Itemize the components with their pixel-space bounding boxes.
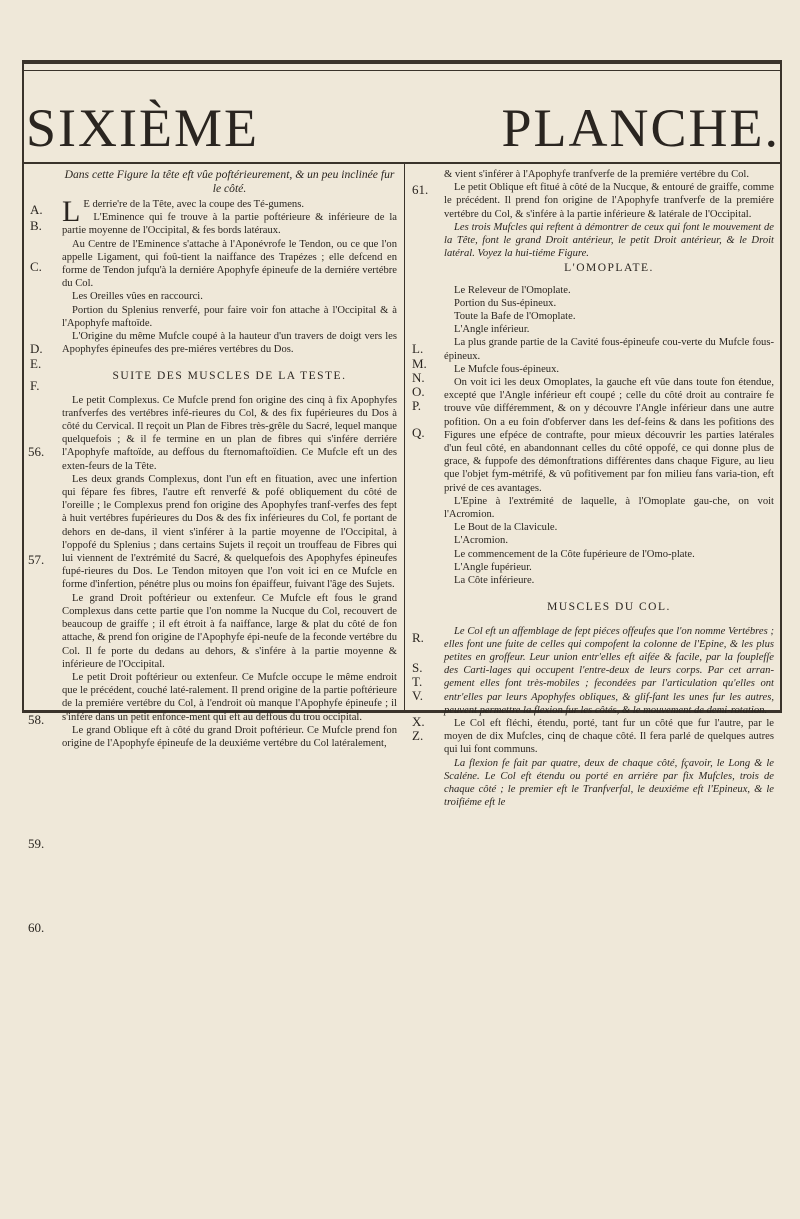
paragraph-n: Toute la Bafe de l'Omoplate. [454,311,576,323]
margin-mark: C. [30,259,42,274]
paragraph-col-3: La flexion fe fait par quatre, deux de chaque côté, fçavoir, le Long & le Scaléne. Le Col eft étendu ou porté en arriére par fix Mufcles, trois de chaque côté ; le premier eft le Tranfverfal, le deuxiéme eft l'Epineux, & le troifiéme eft le [444,757,774,809]
margin-mark: 58. [28,712,45,727]
intro-caption: Dans cette Figure la tête eft vûe poftérieurement, & un peu inclinée fur le côté. [64,168,395,195]
right-column [444,168,774,809]
margin-mark: B. [30,218,42,233]
margin-mark: 59. [28,836,45,851]
top-rule-thin [22,70,782,71]
drop-cap: L [62,195,81,228]
top-rule-thick [22,60,782,64]
paragraph-t: L'Acromion. [454,535,508,547]
paragraph-o: L'Angle inférieur. [454,324,530,336]
paragraph-m: Portion du Sus-épineux. [454,297,557,309]
column-divider [404,164,405,710]
paragraph-col-1: Le Col eft un affemblage de fept piéces offeufes que l'on nomme Vertébres ; elles font une fuite de celles qui compofent la colonne de l'Epine, & les plus petites en groffeur. Leur union entr'elles eft aifée & facile, par la fouplefſe des Carti-lages qui occupent l'entre-deux de leurs corps. Par cet arran-gement elles font très-mobiles ; fecondées par l'articulation qu'elles ont entr'elles par leurs Apophyfes obliques, & glif-fant les unes fur les autres, peuvent permettre la flexion fur les côtés, & le mouvement de demi-rotation. [444,625,774,716]
paragraph-b: L'Eminence qui fe trouve à la partie poftérieure & inférieure de la partie moyenne de l'Occipital, & fes bords latéraux. [62,212,397,237]
paragraph-col-2: Le Col eft fléchi, étendu, porté, tant fur un côté que fur l'autre, par le moyen de dix Mufcles, cinq de chaque côté. Il fera parlé de quelques autres qui lui font communs. [444,717,774,756]
margin-mark: S. [412,660,423,675]
margin-mark: M. [412,356,427,371]
paragraph-r: L'Epine à l'extrémité de laquelle, à l'Omoplate gau-che, on voit l'Acromion. [444,495,774,521]
paragraph-f: L'Origine du même Mufcle coupé à la hauteur d'un travers de doigt vers les Apophyfes épineufes des pre-miéres vertébres du Dos. [62,331,397,356]
margin-mark: N. [412,370,425,385]
section-heading: MUSCLES DU COL. [547,601,671,614]
margin-mark: R. [412,630,424,645]
margin-mark: T. [412,674,423,689]
margin-mark: 57. [28,552,45,567]
margin-mark: P. [412,398,422,413]
paragraph-60: Le grand Oblique eft à côté du grand Droit poftérieur. Ce Mufcle prend fon origine de l'Apophyfe épineufe de la deuxiéme vertébre du Col latéralement, [62,724,397,749]
paragraph-d: Les Oreilles vûes en raccourci. [72,291,203,303]
paragraph-61: Le petit Oblique eft fitué à côté de la Nucque, & entouré de graiffe, comme le précédent. Il prend fon origine de l'Apophyfe tranfverfe de la premiére vertébre du Col, & s'infére à la partie inférieure & latérale de l'Occipital. [444,182,774,220]
margin-mark: Z. [412,728,424,743]
margin-mark: A. [30,202,43,217]
paragraph-a-text: E derrie're de la Tête, avec la coupe des Té-gumens. [83,199,304,210]
note-paragraph: Les trois Mufcles qui reftent à démontrer de ceux qui font le mouvement de la Tête, font le grand Droit antérieur, le petit Droit antérieur, & le Droit latéral. Voyez la hui-tiéme Figure. [444,221,774,260]
margin-mark: F. [30,378,40,393]
paragraph-l: Le Releveur de l'Omoplate. [454,284,571,296]
paragraph-s: Le Bout de la Clavicule. [454,522,558,534]
paragraph-58: Le grand Droit poftérieur ou extenfeur. Ce Mufcle eft fous le grand Complexus dans cette partie que l'on nomme la Nucque du Col, recouvert de beaucoup de graiffe ; il eft étroit à fa naiffance, large & plat du côté de fon attache, & prend fon origine de l'Apophyfe épi-neufe de la feconde vertébre du Col. Il fe porte du dedans au dehors, & s'infére à la partie moyenne & inférieure de l'Occipital. [62,592,397,670]
paragraph-57: Les deux grands Complexus, dont l'un eft en fituation, avec une infertion qui fépare fes fibres, l'autre eft renverfé & pofé obliquement du côté de l'oreille ; le Complexus prend fon origine des Apophyfes tranf-verfes des fept à huit vertébres fupérieures du Dos & des fix inférieures du Col, fe portant de dehors en de-dans, il vient s'inférer à la partie moyenne de l'Occipital, à l'oppofé du Splenius ; dans certains Sujets il reçoit un trouffeau de Fibres qui lui viennent de l'extrémité du Sacré, & quelquefois des Apophyfes épineufes fupé-rieures du Dos. Le Tendon mitoyen que l'on voit ici en ce Mufcle en forme d'infertion, pénétre plus ou moins fon épaiffeur, fuivant l'âge des Sujets. [62,473,397,591]
margin-mark: E. [30,356,42,371]
margin-mark: 61. [412,182,429,197]
paragraph-c: Au Centre de l'Eminence s'attache à l'Aponévrofe le Tendon, ou ce que l'on appelle Ligament, qui foû-tient la naiffance des Trapézes ; elle defcend en forme de Tendon jufqu'à la derniére Apophyfe épineufe de la derniére vertébre du Col. [62,238,397,290]
paragraph-v: Le commencement de la Côte fupérieure de l'Omo-plate. [454,548,695,560]
page-title: SIXIÈME PLANCHE. [26,98,780,158]
paragraph-e: Portion du Splenius renverfé, pour faire voir fon attache à l'Occipital & à l'Apophyfe maftoïde. [62,304,397,329]
section-heading: SUITE DES MUSCLES DE LA TESTE. [112,370,347,383]
margin-mark: Q. [412,425,425,440]
left-column [62,168,397,750]
paragraph-59: Le petit Droit poftérieur ou extenfeur. Ce Mufcle occupe le même endroit que le précédent, couché laté-ralement. Il prend origine de la partie poftérieure de la premiére vertébre du Col, à l'endroit où manque l'Apophyfe épineufe ; il s'infére dans un petit enfonce-ment qui eft au deffous du trou occipital. [62,671,397,723]
right-frame-rule [780,60,782,712]
margin-mark: D. [30,341,43,356]
paragraph-56: Le petit Complexus. Ce Mufcle prend fon origine des cinq à fix Apophyfes tranfverfes des vertébres infé-rieures du Col, & des fix fupérieures du Dos à côté du Cervical. Il reçoit un Plan de Fibres très-grêle du Sacré, lequel manque quelquefois ; & il fe termine en un plan de fibres qui s'infére derriére l'Apophyfe maftoïde, au deffous du fternomaftoïdien. Ce Mufcle eft un des exten-feurs de la Tête. [62,394,397,472]
paragraph-x: L'Angle fupérieur. [454,561,532,573]
margin-mark: O. [412,384,425,399]
margin-mark: 60. [28,920,45,935]
paragraph-p: La plus grande partie de la Cavité fous-épineufe cou-verte du Mufcle fous-épineux. [444,337,774,362]
margin-mark: X. [412,714,425,729]
header-rule [22,162,782,164]
margin-mark: 56. [28,444,45,459]
paragraph-z: La Côte inférieure. [454,575,535,587]
paragraph-q2: On voit ici les deux Omoplates, la gauche eft vûe dans toute fon étendue, excepté que l'Angle inférieur eft coupé ; celle du côté droit au contraire fe trouve vûe différemment, & on y découvre l'Angle inférieur dans une autre pofition. On a eu foin d'obferver dans les def-feins & dans les pofitions des Figures une efpéce de contrafte, pour mieux découvrir les parties latérales d'un feul côté, en abandonnant celles du côté oppofé, ce qui donne plus de grace, & fuppofe des démonftrations différentes dans chaque Figure, au lieu que l'objet fym-métrifé, & vû pofitivement par fon milieu fans varia-tion, eft privé de ces avantages. [444,377,774,494]
section-heading: L'OMOPLATE. [564,262,654,275]
paragraph-60-cont: & vient s'inférer à l'Apophyfe tranfverfe de la premiére vertébre du Col. [444,169,750,180]
left-frame-rule [22,60,24,712]
margin-mark: V. [412,688,423,703]
margin-mark: L. [412,341,424,356]
paragraph-q: Le Mufcle fous-épineux. [454,363,560,375]
